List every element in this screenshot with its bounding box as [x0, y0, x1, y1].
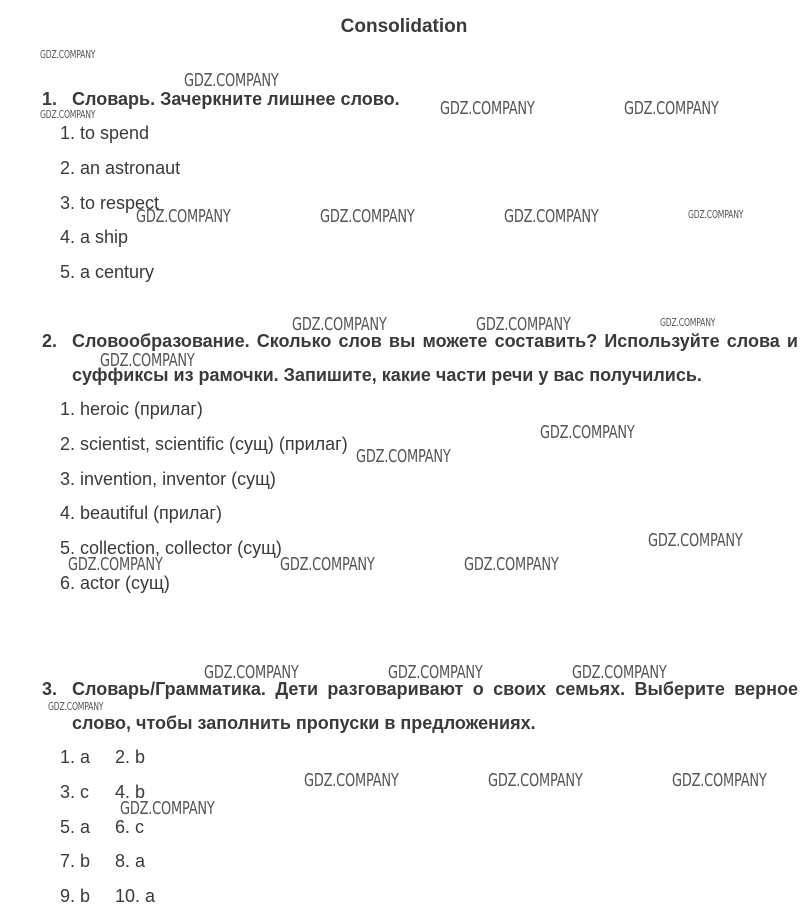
answer-item: 5. a century: [60, 262, 155, 283]
watermark: GDZ.COMPANY: [40, 48, 96, 61]
answer-item: 9. b: [60, 886, 91, 907]
answer-row: [60, 879, 798, 914]
answer-item: 8. a: [115, 851, 146, 872]
watermark: GDZ.COMPANY: [120, 798, 215, 819]
answer-row: [60, 810, 798, 845]
watermark: GDZ.COMPANY: [204, 662, 299, 683]
exercise-2-number: 2.: [42, 331, 58, 351]
watermark: GDZ.COMPANY: [488, 770, 583, 791]
exercise-3-heading: [42, 672, 798, 740]
answer-item: 2. b: [115, 747, 146, 767]
watermark: GDZ.COMPANY: [440, 98, 535, 119]
watermark: GDZ.COMPANY: [540, 422, 635, 443]
exercise-3-instructions: Словарь/Грамматика. Дети разговаривают о своих семьях. Выберите верное слово, чтобы заполнить пропуски в предложениях.: [72, 679, 798, 733]
watermark: GDZ.COMPANY: [100, 350, 195, 371]
watermark: GDZ.COMPANY: [624, 98, 719, 119]
watermark: GDZ.COMPANY: [464, 554, 559, 575]
watermark: GDZ.COMPANY: [388, 662, 483, 683]
watermark: GDZ.COMPANY: [672, 770, 767, 791]
watermark: GDZ.COMPANY: [320, 206, 415, 227]
answer-item: 3. invention, inventor (сущ): [60, 468, 276, 489]
watermark: GDZ.COMPANY: [68, 554, 163, 575]
exercise-3-answers: [42, 740, 798, 914]
answer-item: 1. heroic (прилаг): [60, 399, 203, 419]
watermark: GDZ.COMPANY: [184, 70, 279, 91]
exercise-1-number: 1.: [42, 89, 58, 109]
watermark: GDZ.COMPANY: [688, 208, 744, 221]
answer-item: 5. collection, collector (сущ): [60, 538, 282, 559]
exercise-1: [42, 82, 798, 290]
exercise-2-instructions: Словообразование. Сколько слов вы можете составить? Используйте слова и суффиксы из рамочки. Запишите, какие части речи у вас получились.: [72, 331, 798, 385]
answer-item: 4. b: [115, 781, 146, 802]
exercise-1-answers: [42, 116, 798, 290]
answer-item: 4. beautiful (прилаг): [60, 503, 222, 524]
answer-item: 1. a: [60, 747, 91, 767]
watermark: GDZ.COMPANY: [660, 316, 716, 329]
answer-item: 4. a ship: [60, 227, 129, 248]
answer-item: 6. actor (сущ): [60, 572, 170, 593]
exercise-2-answers: [42, 392, 798, 601]
answer-row: [60, 740, 798, 775]
watermark: GDZ.COMPANY: [504, 206, 599, 227]
answer-item: 3. c: [60, 781, 90, 802]
watermark: GDZ.COMPANY: [356, 446, 451, 467]
page-title: Consolidation: [340, 16, 468, 37]
answer-row: [60, 844, 798, 879]
exercise-2-heading: [42, 324, 798, 392]
answer-item: 10. a: [115, 886, 156, 907]
watermark: GDZ.COMPANY: [572, 662, 667, 683]
answer-item: 3. to respect: [60, 192, 160, 213]
answer-item: 1. to spend: [60, 123, 150, 143]
watermark: GDZ.COMPANY: [304, 770, 399, 791]
watermark: GDZ.COMPANY: [40, 108, 96, 121]
answer-item: 2. scientist, scientific (сущ) (прилаг): [60, 433, 348, 454]
exercise-1-heading: [42, 82, 798, 116]
exercise-1-instructions: Словарь. Зачеркните лишнее слово.: [72, 89, 400, 109]
watermark: GDZ.COMPANY: [48, 700, 104, 713]
answer-item: 7. b: [60, 851, 91, 872]
answer-item: 2. an astronaut: [60, 157, 181, 178]
watermark: GDZ.COMPANY: [476, 314, 571, 335]
answer-row: [60, 775, 798, 810]
exercise-2: [42, 324, 798, 601]
answer-item: 5. a: [60, 816, 91, 837]
answer-item: 6. c: [115, 816, 145, 837]
watermark: GDZ.COMPANY: [292, 314, 387, 335]
watermark: GDZ.COMPANY: [648, 530, 743, 551]
watermark: GDZ.COMPANY: [280, 554, 375, 575]
watermark: GDZ.COMPANY: [136, 206, 231, 227]
exercise-3-number: 3.: [42, 679, 58, 699]
exercise-3: [42, 672, 798, 914]
